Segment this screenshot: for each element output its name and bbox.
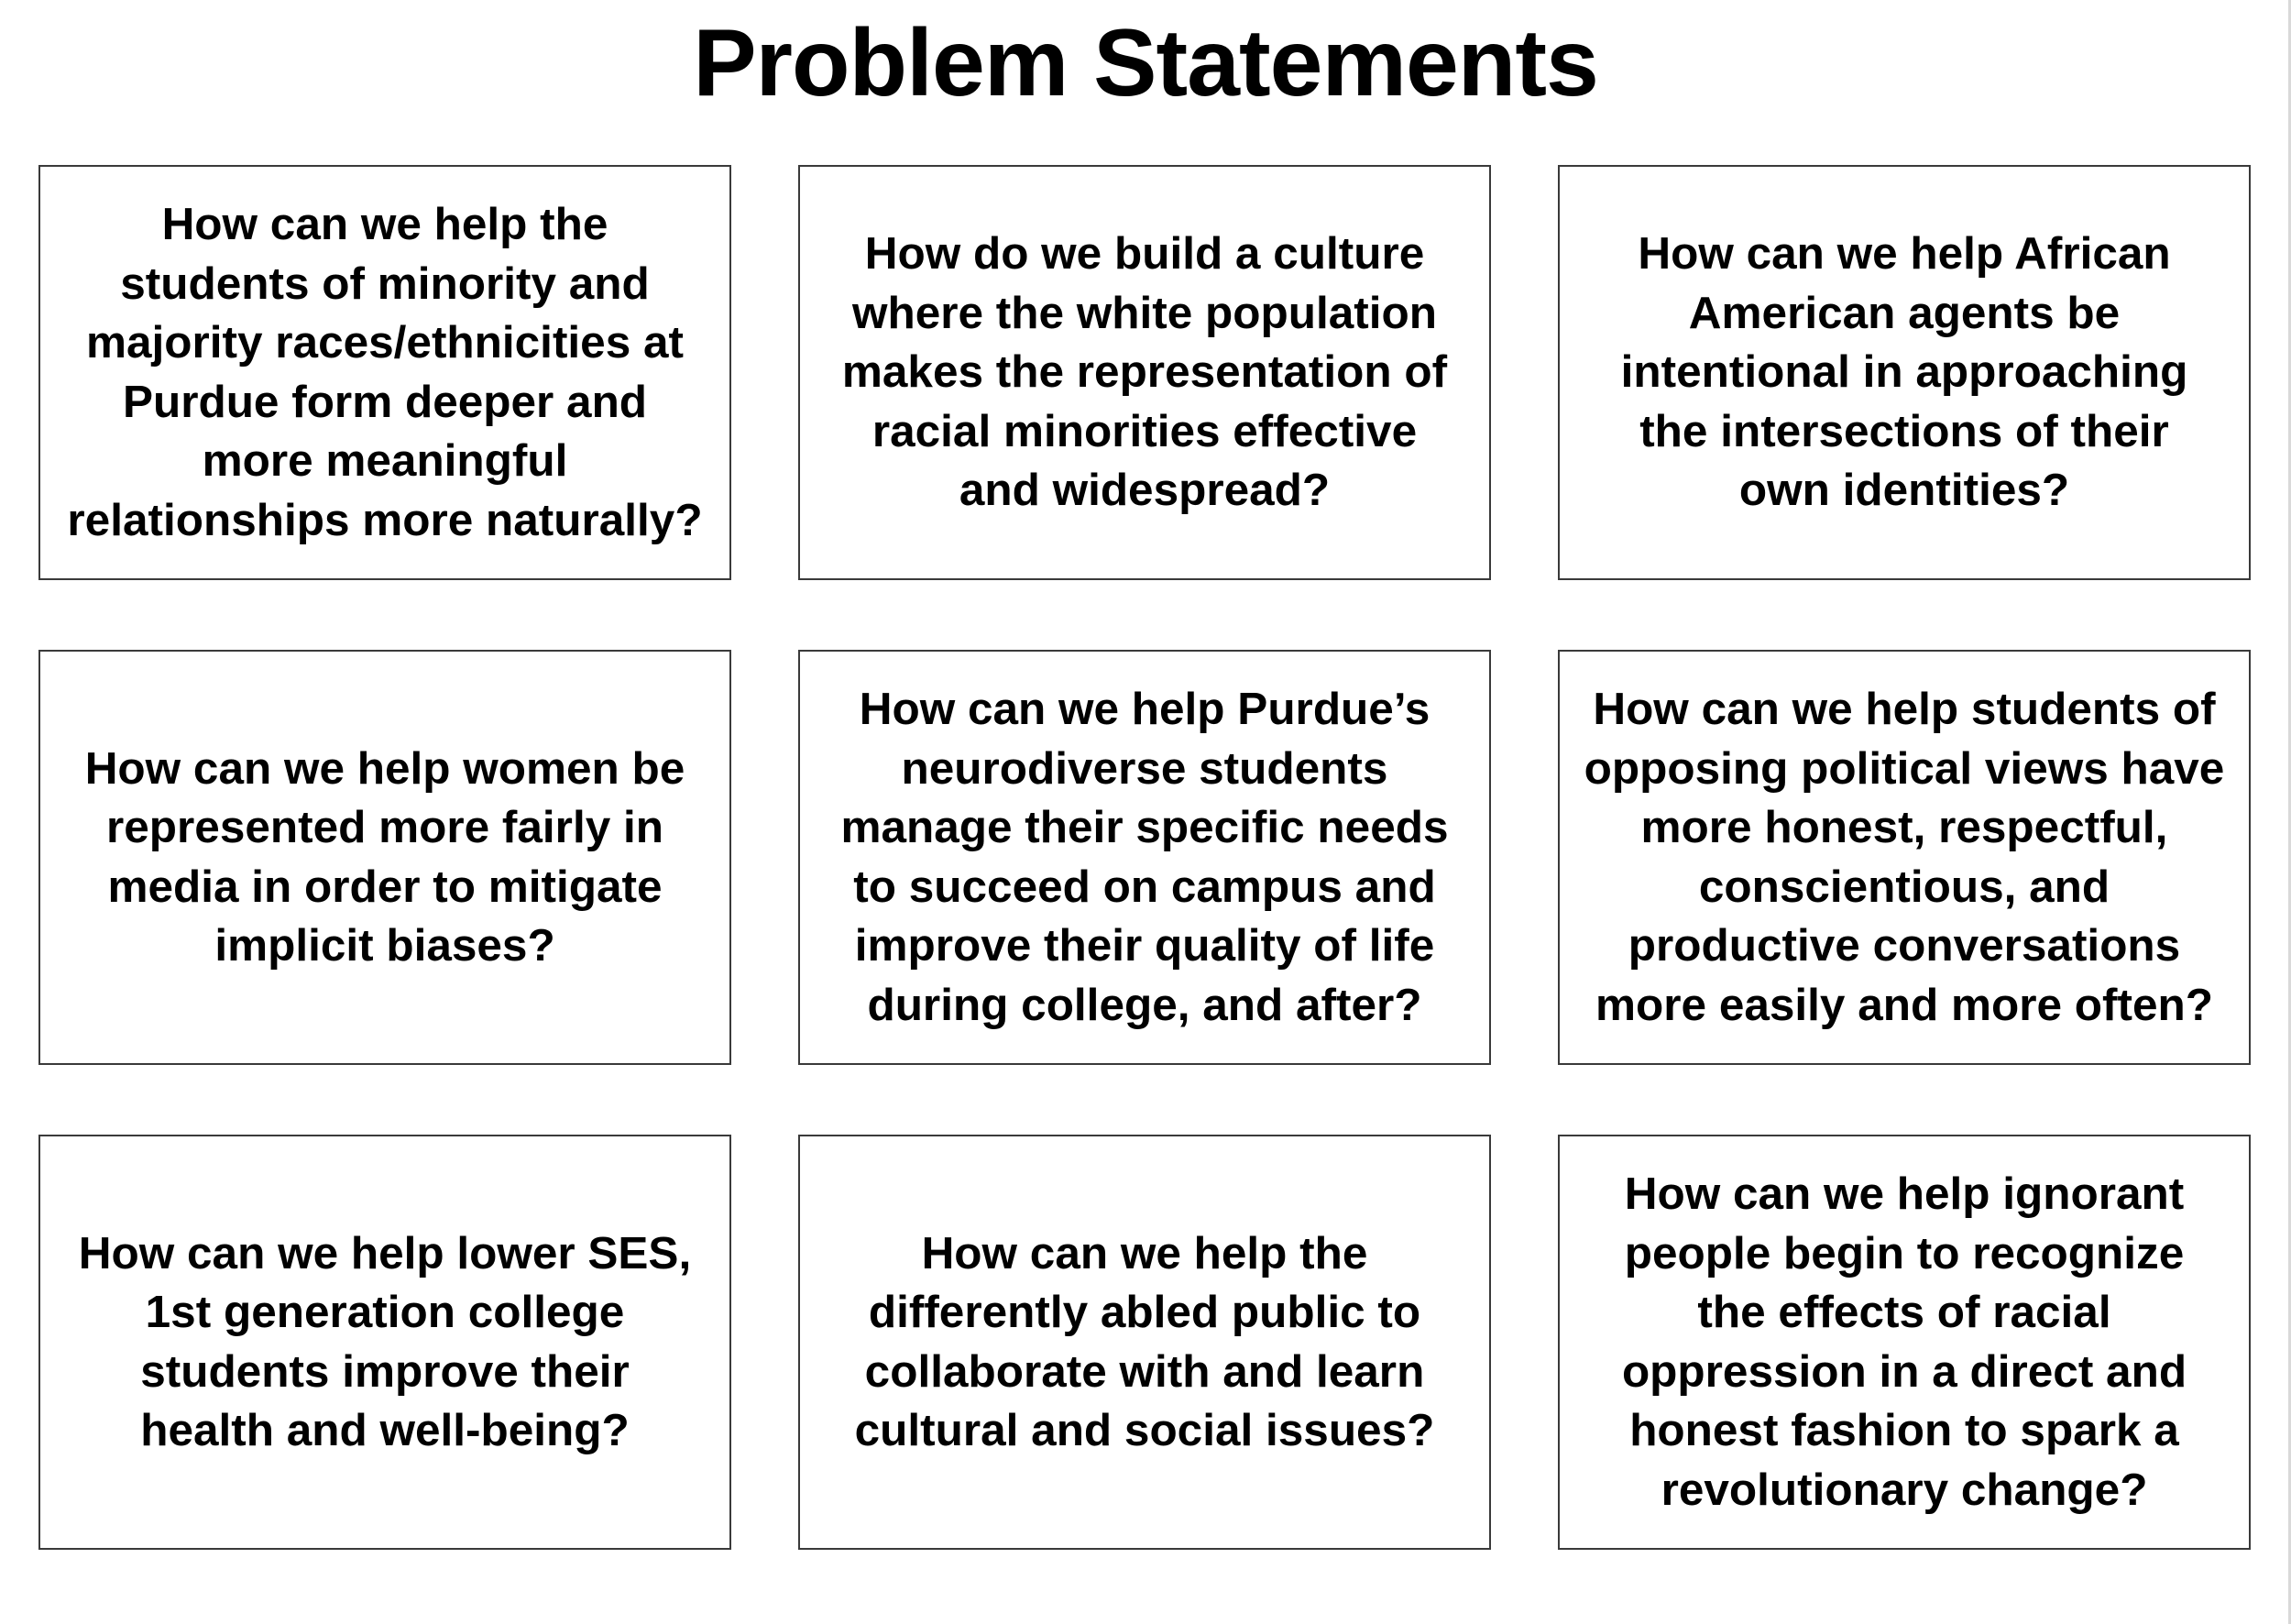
problem-statement-card-differently-abled-public <box>798 1135 1491 1550</box>
problem-statement-card-political-views <box>1558 650 2251 1065</box>
page-title: Problem Statements <box>693 10 1598 116</box>
problem-statement-text: How can we help African American agents be intentional in approaching the intersections of their own identities? <box>1620 228 2188 516</box>
problem-statement-text: How can we help women be represented more fairly in media in order to mitigate implicit biases? <box>84 742 685 971</box>
problem-statement-card-african-american-agents <box>1558 165 2251 580</box>
problem-statement-card-racial-oppression <box>1558 1135 2251 1550</box>
problem-statement-text: How do we build a culture where the white population makes the representation of racial minorities effective and widespread? <box>841 228 1448 516</box>
problem-statement-text: How can we help lower SES, 1st generation college students improve their health and well-being? <box>78 1227 692 1455</box>
problem-statement-card-lower-ses-students <box>38 1135 731 1550</box>
problem-statement-card-women-media <box>38 650 731 1065</box>
problem-statement-card-neurodiverse-students <box>798 650 1491 1065</box>
problem-statement-text: How can we help ignorant people begin to recognize the effects of racial oppression in a direct and honest fashion to spark a revolutionary change? <box>1621 1169 2187 1515</box>
problem-statement-text: How can we help the students of minority and majority races/ethnicities at Purdue form deeper and more meaningful relationships more naturally? <box>67 199 703 545</box>
problem-statement-card-white-population-culture <box>798 165 1491 580</box>
problem-statement-card-minority-majority-relationships <box>38 165 731 580</box>
problem-statement-text: How can we help the differently abled public to collaborate with and learn cultural and social issues? <box>854 1227 1435 1455</box>
problem-statement-text: How can we help Purdue’s neurodiverse students manage their specific needs to succeed on campus and improve their quality of life during college, and after? <box>840 684 1449 1030</box>
problem-statement-text: How can we help students of opposing political views have more honest, respectful, conscientious, and productive conversations more easily and more often? <box>1584 684 2225 1030</box>
problem-statement-grid <box>38 165 2251 1551</box>
